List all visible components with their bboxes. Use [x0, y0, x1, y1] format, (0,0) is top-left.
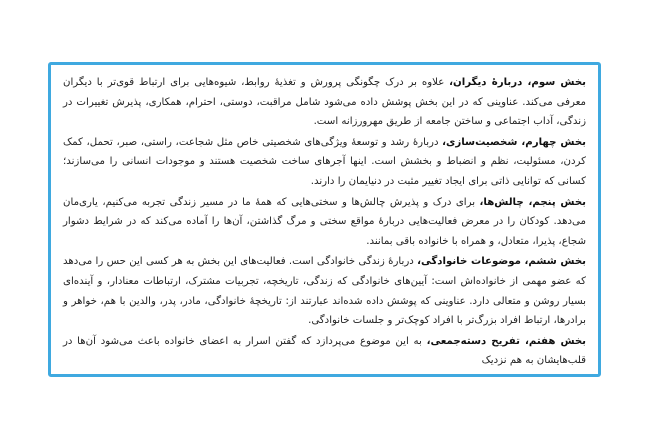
section-3-heading: بخش سوم، دربارهٔ دیگران،: [449, 77, 586, 88]
section-5-heading: بخش پنجم، چالش‌ها،: [479, 196, 586, 208]
section-4-text: دربارهٔ رشد و توسعهٔ ویژگی‌های شخصیتی خاص مثل شجاعت، راستی، صبر، تحمل، کمک کردن، مسئولیت، نظم و انضباط و بخشش است. اینها آجرهای ساخت شخصیت هستند و موجودات انسانی را می‌سازند؛ کسانی که توانایی ذاتی برای ایجاد تغییر مثبت در دنیایمان را دارند.: [63, 136, 586, 187]
section-7-paragraph: [63, 332, 586, 371]
section-6-heading: بخش ششم، موضوعات خانوادگی،: [417, 256, 586, 268]
section-7-heading: بخش هفتم، تفریح دسته‌جمعی،: [426, 335, 587, 347]
section-3-paragraph: [63, 73, 586, 132]
section-5-text: برای درک و پذیرش چالش‌ها و سختی‌هایی که همهٔ ما در مسیر زندگی تجربه می‌کنیم، یاری‌مان می‌دهد. کودکان را در معرض فعالیت‌هایی دربارهٔ مواقع سختی و مرگ گذاشتن، آن‌ها را آماده می‌کند که در شرایط دشوار شجاع، پذیرا، متعادل، و همراه با خانواده باقی بمانند.: [63, 196, 586, 247]
section-5-paragraph: [63, 193, 586, 252]
text-frame: [48, 62, 601, 377]
section-4-paragraph: [63, 133, 586, 192]
section-6-text: دربارهٔ زندگی خانوادگی است. فعالیت‌های این بخش به هر کسی این حس را می‌دهد که عضو مهمی از خانواده‌اش است: آیین‌های خانوادگی که زندگی، تاریخچه، تجربیات مشترک، ارتباطات معنادار، و آینده‌ای بسیار روشن و متعالی دارد. عناوینی که پوشش داده شده‌اند عبارتند از: تاریخچهٔ خانوادگی، مادر، پدر، والدین با هم، خواهر و برادرها، ارتباط افراد بزرگ‌تر با افراد کوچک‌تر و جلسات خانوادگی.: [63, 256, 586, 327]
section-6-paragraph: [63, 252, 586, 330]
section-3-text: علاوه بر درک چگونگی پرورش و تغذیهٔ روابط، شیوه‌هایی برای ارتباط قوی‌تر با دیگران معرفی می‌کند. عناوینی که در این بخش پوشش داده می‌شود شامل مراقبت، دوستی، احترام، همکاری، پذیرش تغییرات در زندگی، آداب اجتماعی و ساختن جامعه از طریق مهرورزانه است.: [63, 77, 586, 128]
section-4-heading: بخش چهارم، شخصیت‌سازی،: [442, 136, 587, 148]
section-7-text: به این موضوع می‌پردازد که گفتن اسرار به اعضای خانواده باعث می‌شود آن‌ها در قلب‌هایشان به هم نزدیک: [63, 335, 586, 367]
